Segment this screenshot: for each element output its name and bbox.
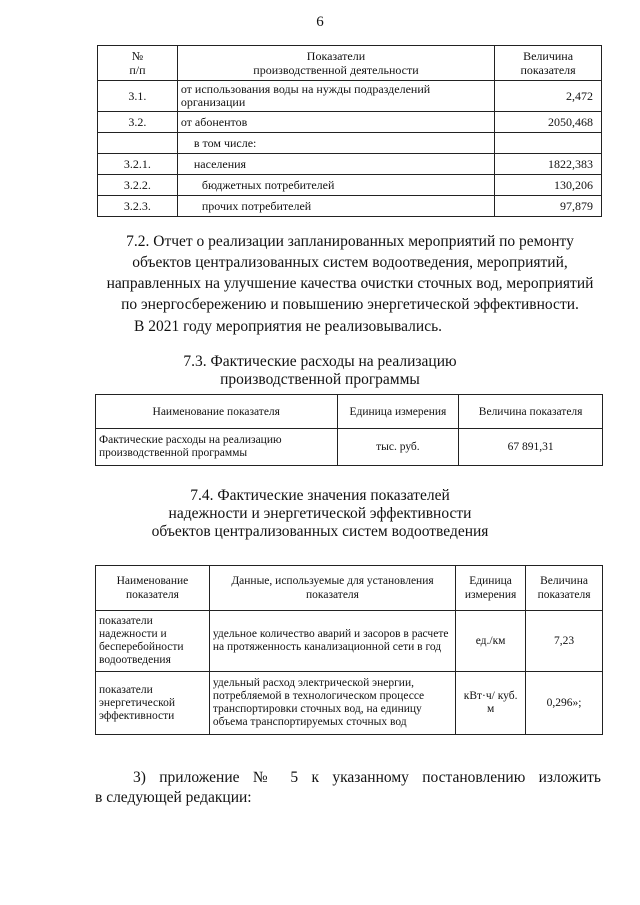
section-7-4-title bbox=[0, 487, 640, 541]
section-7-3-title bbox=[0, 353, 640, 389]
section-7-2-text bbox=[95, 231, 605, 315]
row-number: 3.2.1. bbox=[98, 154, 178, 175]
column-header-number: № п/п bbox=[98, 46, 178, 81]
section-7-3-title-line: производственной программы bbox=[220, 371, 420, 388]
section-7-2-line: направленных на улучшение качества очистки сточных вод, мероприятий bbox=[106, 275, 594, 292]
row-value: 2,472 bbox=[495, 81, 602, 112]
column-header-value: Величина показателя bbox=[495, 46, 602, 81]
column-header-name: Наименование показателя bbox=[96, 566, 210, 611]
row-value: 7,23 bbox=[526, 611, 603, 672]
section-7-4-title-line: надежности и энергетической эффективности bbox=[168, 505, 472, 522]
actual-expenses-table bbox=[95, 394, 603, 466]
table-header-row bbox=[96, 395, 603, 429]
row-unit: тыс. руб. bbox=[337, 429, 459, 466]
row-unit: кВт·ч/ куб. м bbox=[456, 672, 526, 735]
row-unit: ед./км bbox=[456, 611, 526, 672]
production-indicators-table bbox=[97, 45, 602, 217]
row-label: от абонентов bbox=[177, 112, 494, 133]
column-header-data: Данные, используемые для установления показателя bbox=[209, 566, 455, 611]
table-header-row bbox=[98, 46, 602, 81]
row-value: 1822,383 bbox=[495, 154, 602, 175]
row-number: 3.1. bbox=[98, 81, 178, 112]
closing-paragraph bbox=[95, 768, 601, 808]
table-row bbox=[98, 133, 602, 154]
row-number: 3.2.3. bbox=[98, 196, 178, 217]
page-number: 6 bbox=[316, 14, 324, 30]
table-row bbox=[98, 154, 602, 175]
row-label: бюджетных потребителей bbox=[177, 175, 494, 196]
column-header-value: Величина показателя bbox=[459, 395, 603, 429]
table-row bbox=[98, 175, 602, 196]
column-header-name: Наименование показателя bbox=[96, 395, 338, 429]
column-header-value: Величина показателя bbox=[526, 566, 603, 611]
table-row bbox=[96, 429, 603, 466]
row-number: 3.2.2. bbox=[98, 175, 178, 196]
table-row bbox=[98, 112, 602, 133]
row-label: населения bbox=[177, 154, 494, 175]
section-7-4-title-line: объектов централизованных систем водоотведения bbox=[151, 523, 489, 540]
closing-line-2: в следующей редакции: bbox=[95, 789, 252, 806]
section-7-2-line: объектов централизованных систем водоотведения, мероприятий, bbox=[132, 254, 568, 271]
row-value: 2050,468 bbox=[495, 112, 602, 133]
row-value: 130,206 bbox=[495, 175, 602, 196]
table-row bbox=[98, 81, 602, 112]
row-label: прочих потребителей bbox=[177, 196, 494, 217]
row-name: показатели энергетической эффективности bbox=[96, 672, 210, 735]
section-7-2-line: 7.2. Отчет о реализации запланированных мероприятий по ремонту bbox=[126, 233, 574, 250]
table-row bbox=[98, 196, 602, 217]
column-header-indicators: Показатели производственной деятельности bbox=[177, 46, 494, 81]
row-value: 0,296»; bbox=[526, 672, 603, 735]
row-data: удельный расход электрической энергии, потребляемой в технологическом процессе транспортировки сточных вод, на единицу объема транспортируемых сточных вод bbox=[209, 672, 455, 735]
reliability-efficiency-table bbox=[95, 565, 603, 735]
section-7-2-note: В 2021 году мероприятия не реализовывались. bbox=[134, 318, 443, 335]
row-label: от использования воды на нужды подразделений организации bbox=[177, 81, 494, 112]
row-number bbox=[98, 133, 178, 154]
row-number: 3.2. bbox=[98, 112, 178, 133]
row-data: удельное количество аварий и засоров в расчете на протяженность канализационной сети в год bbox=[209, 611, 455, 672]
row-value: 67 891,31 bbox=[459, 429, 603, 466]
section-7-3-title-line: 7.3. Фактические расходы на реализацию bbox=[183, 353, 457, 370]
section-7-4-title-line: 7.4. Фактические значения показателей bbox=[190, 487, 450, 504]
row-name: показатели надежности и бесперебойности водоотведения bbox=[96, 611, 210, 672]
column-header-unit: Единица измерения bbox=[337, 395, 459, 429]
section-7-2-line: по энергосбережению и повышению энергетической эффективности. bbox=[121, 296, 579, 313]
row-value: 97,879 bbox=[495, 196, 602, 217]
row-name: Фактические расходы на реализацию производственной программы bbox=[96, 429, 338, 466]
closing-line-1: 3) приложение № 5 к указанному постановлению изложить bbox=[133, 769, 601, 786]
row-value bbox=[495, 133, 602, 154]
row-label: в том числе: bbox=[177, 133, 494, 154]
table-row bbox=[96, 611, 603, 672]
column-header-unit: Единица измерения bbox=[456, 566, 526, 611]
table-header-row bbox=[96, 566, 603, 611]
table-row bbox=[96, 672, 603, 735]
